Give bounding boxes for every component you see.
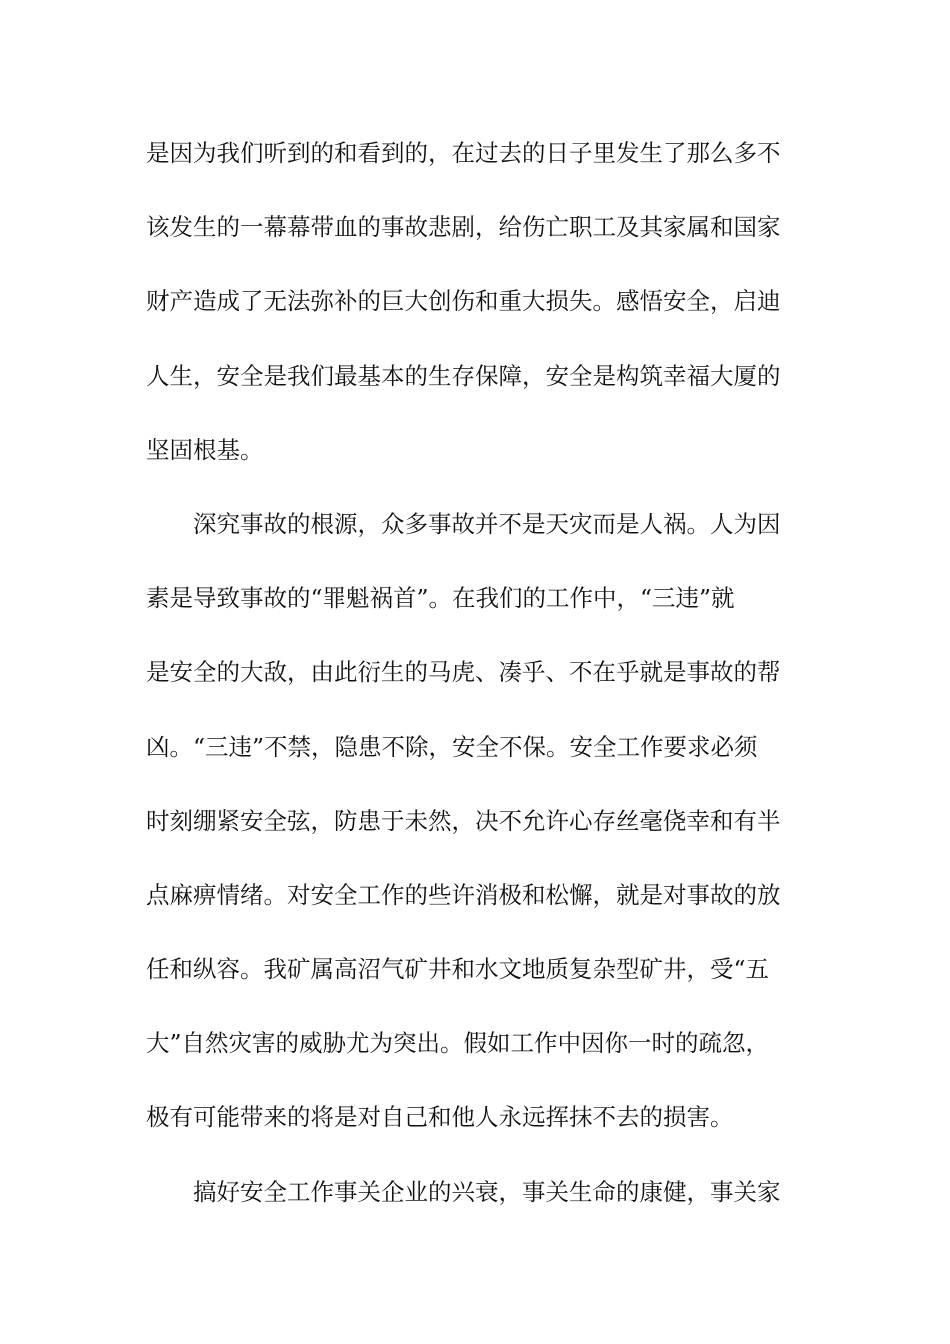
text-line: 任和纵容。我矿属高沼气矿井和水文地质复杂型矿井，受“五 bbox=[146, 955, 770, 984]
text-line: 人生，安全是我们最基本的生存保障，安全是构筑幸福大厦的 bbox=[146, 361, 781, 390]
document-body bbox=[146, 128, 810, 1241]
text-line: 时刻绷紧安全弦，防患于未然，决不允许心存丝毫侥幸和有半 bbox=[146, 806, 781, 835]
text-line: 点麻痹情绪。对安全工作的些许消极和松懈，就是对事故的放 bbox=[146, 880, 781, 909]
text-line: 凶。“三违”不禁，隐患不除，安全不保。安全工作要求必须 bbox=[146, 732, 758, 761]
paragraph-start-line: 搞好安全工作事关企业的兴衰，事关生命的康健，事关家 bbox=[193, 1177, 781, 1206]
text-line: 大”自然灾害的威胁尤为突出。假如工作中因你一时的疏忽， bbox=[146, 1029, 770, 1058]
text-line: 坚固根基。 bbox=[146, 435, 264, 464]
text-line: 是安全的大敌，由此衍生的马虎、凑乎、不在乎就是事故的帮 bbox=[146, 658, 781, 687]
text-line: 是因为我们听到的和看到的，在过去的日子里发生了那么多不 bbox=[146, 139, 781, 167]
text-line: 素是导致事故的“罪魁祸首”。在我们的工作中，“三违”就 bbox=[146, 584, 735, 613]
text-line: 极有可能带来的将是对自己和他人永远挥抹不去的损害。 bbox=[146, 1103, 734, 1132]
text-line: 财产造成了无法弥补的巨大创伤和重大损失。感悟安全，启迪 bbox=[146, 287, 781, 316]
text-line: 该发生的一幕幕带血的事故悲剧，给伤亡职工及其家属和国家 bbox=[146, 213, 781, 242]
paragraph-start-line: 深究事故的根源，众多事故并不是天灾而是人祸。人为因 bbox=[193, 509, 781, 538]
